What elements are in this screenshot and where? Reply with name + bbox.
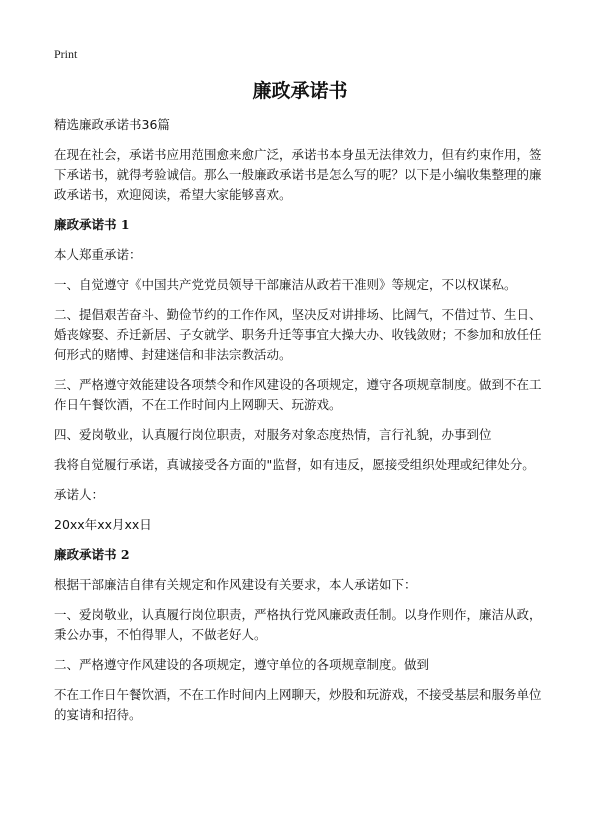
- section-paragraph: 三、严格遵守效能建设各项禁令和作风建设的各项规定，遵守各项规章制度。做到不在工作日午餐饮酒，不在工作时间内上网聊天、玩游戏。: [54, 377, 542, 412]
- signature-date: 20xx年xx月xx日: [54, 517, 152, 532]
- document-title: 廉政承诺书: [252, 80, 348, 102]
- section-paragraph: 四、爱岗敬业，认真履行岗位职责，对服务对象态度热情，言行礼貌，办事到位: [54, 427, 492, 442]
- section-heading: 廉政承诺书 2: [54, 547, 130, 562]
- section-paragraph: 我将自觉履行承诺，真诚接受各方面的"监督，如有违反，愿接受组织处理或纪律处分。: [54, 457, 535, 472]
- print-link[interactable]: Print: [54, 47, 78, 61]
- section-paragraph: 一、爱岗敬业，认真履行岗位职责，严格执行党风廉政责任制。以身作则作，廉洁从政，秉公办事，不怕得罪人，不做老好人。: [54, 607, 542, 642]
- section-paragraph: 本人郑重承诺：: [54, 247, 142, 262]
- document-subtitle: 精选廉政承诺书36篇: [54, 117, 170, 132]
- section-paragraph: 根据干部廉洁自律有关规定和作风建设有关要求，本人承诺如下：: [54, 577, 417, 592]
- intro-paragraph: 在现在社会，承诺书应用范围愈来愈广泛，承诺书本身虽无法律效力，但有约束作用，签下承诺书，就得考验诚信。那么一般廉政承诺书是怎么写的呢？以下是小编收集整理的廉政承诺书，欢迎阅读，希望大家能够喜欢。: [54, 147, 542, 202]
- section-paragraph: 二、提倡艰苦奋斗、勤俭节约的工作作风，坚决反对讲排场、比阔气，不借过节、生日、婚丧嫁娶、乔迁新居、子女就学、职务升迁等事宜大操大办、收钱敛财；不参加和放任任何形式的赌博、封建迷信和非法宗教活动。: [54, 307, 542, 362]
- section-paragraph: 不在工作日午餐饮酒，不在工作时间内上网聊天，炒股和玩游戏，不接受基层和服务单位的宴请和招待。: [54, 687, 542, 722]
- section-paragraph: 一、自觉遵守《中国共产党党员领导干部廉洁从政若干准则》等规定，不以权谋私。: [54, 277, 517, 292]
- section-paragraph: 二、严格遵守作风建设的各项规定，遵守单位的各项规章制度。做到: [54, 657, 430, 672]
- signatory-label: 承诺人：: [54, 487, 105, 502]
- section-heading: 廉政承诺书 1: [54, 217, 130, 232]
